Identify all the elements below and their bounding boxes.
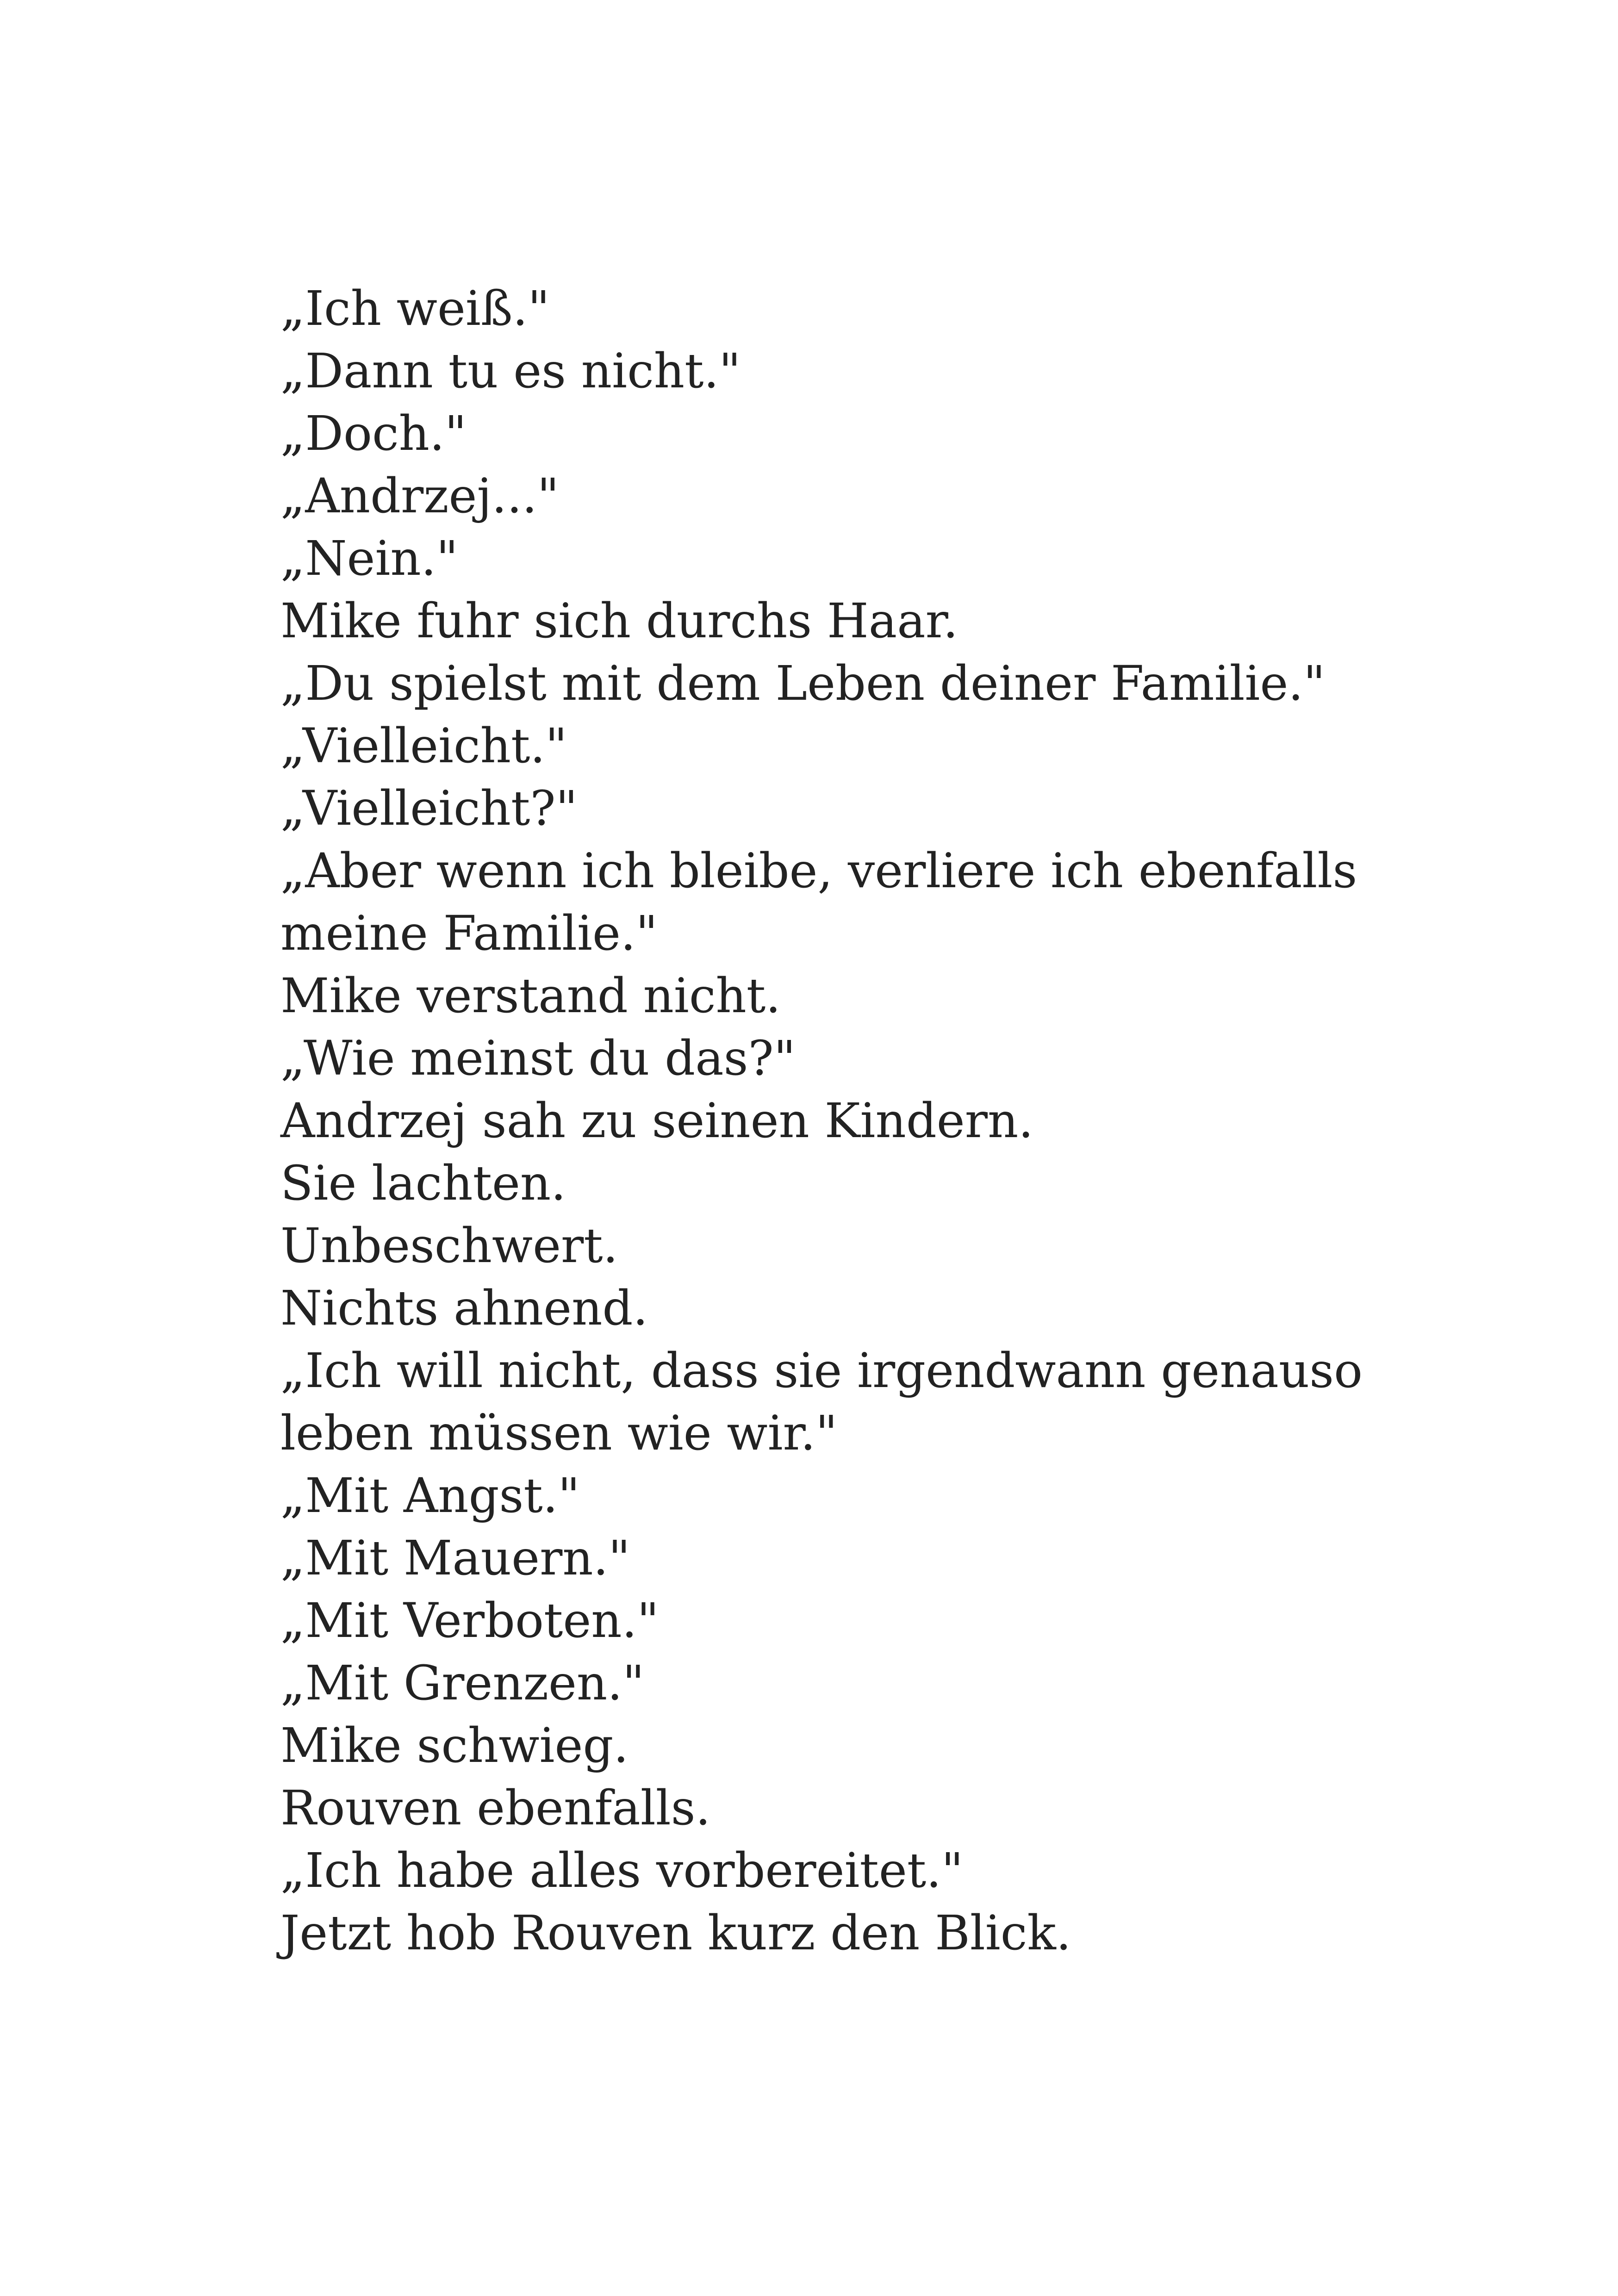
text-line: leben müssen wie wir."	[280, 1406, 838, 1461]
text-line: „Vielleicht?"	[280, 781, 578, 836]
text-line: „Mit Mauern."	[280, 1531, 630, 1586]
text-line: „Ich weiß."	[280, 281, 550, 336]
text-line: „Wie meinst du das?"	[280, 1031, 796, 1086]
text-line: Rouven ebenfalls.	[280, 1780, 711, 1836]
text-line: „Mit Angst."	[280, 1468, 580, 1524]
text-line: Mike fuhr sich durchs Haar.	[280, 593, 958, 649]
text-line: „Vielleicht."	[280, 718, 567, 774]
text-line: „Doch."	[280, 406, 467, 461]
text-line: Mike verstand nicht.	[280, 968, 781, 1024]
text-line: Nichts ahnend.	[280, 1281, 648, 1336]
text-line: Andrzej sah zu seinen Kindern.	[280, 1093, 1034, 1149]
text-line: Mike schwieg.	[280, 1718, 629, 1773]
text-line: meine Familie."	[280, 906, 658, 961]
text-line: „Du spielst mit dem Leben deiner Familie."	[280, 656, 1326, 711]
text-line: „Mit Grenzen."	[280, 1655, 645, 1711]
text-line: Jetzt hob Rouven kurz den Blick.	[280, 1905, 1071, 1961]
text-line: „Andrzej..."	[280, 468, 560, 524]
text-line: „Aber wenn ich bleibe, verliere ich ebenfalls	[280, 843, 1357, 899]
text-line: Sie lachten.	[280, 1156, 566, 1211]
text-line: „Dann tu es nicht."	[280, 343, 741, 399]
body-text	[280, 278, 1391, 1965]
text-line: „Ich habe alles vorbereitet."	[280, 1843, 964, 1898]
text-line: „Ich will nicht, dass sie irgendwann genauso	[280, 1343, 1363, 1399]
text-line: „Mit Verboten."	[280, 1593, 659, 1649]
text-line: Unbeschwert.	[280, 1218, 618, 1274]
text-line: „Nein."	[280, 531, 458, 586]
